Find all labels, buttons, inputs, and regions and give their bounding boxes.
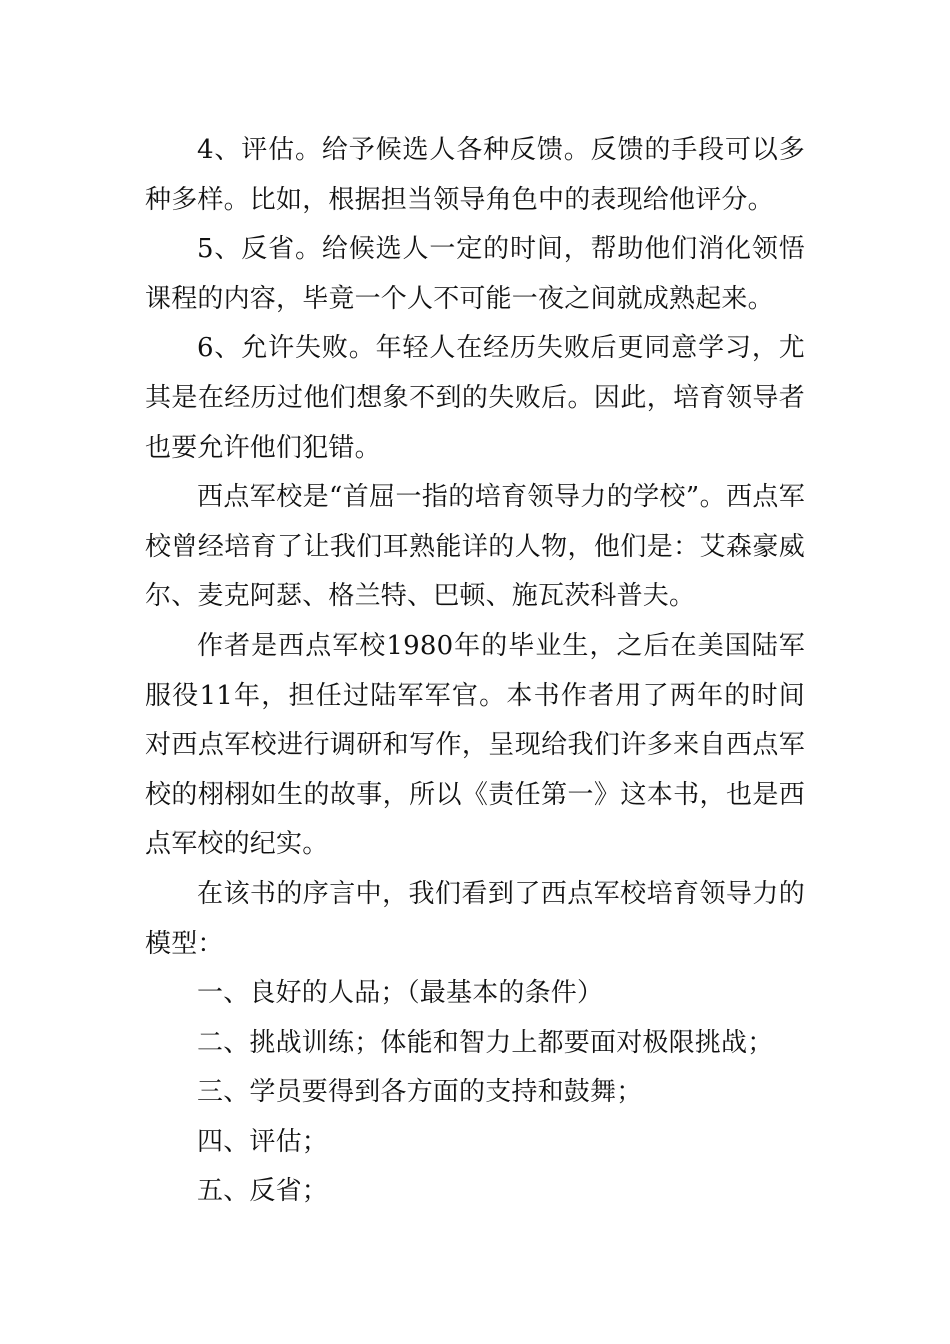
list-item-support: 三、学员要得到各方面的支持和鼓舞； [197,1077,643,1108]
list-item-challenge: 二、挑战训练；体能和智力上都要面对极限挑战； [197,1027,774,1058]
paragraph-allow-failure: 6、允许失败。年轻人在经历失败后更同意学习，尤其是在经历过他们想象不到的失败后。因此，培育领导者也要允许他们犯错。 [145,333,805,463]
document-body [145,126,805,1217]
list-item-character: 一、良好的人品；（最基本的条件） [197,978,604,1009]
paragraph-west-point-intro: 西点军校是“首屈一指的培育领导力的学校”。西点军校曾经培育了让我们耳熟能详的人物，他们是：艾森豪威尔、麦克阿瑟、格兰特、巴顿、施瓦茨科普夫。 [145,482,805,612]
list-item-reflection: 五、反省； [197,1176,329,1207]
paragraph-author: 作者是西点军校1980年的毕业生，之后在美国陆军服役11年，担任过陆军军官。本书作者用了两年的时间对西点军校进行调研和写作，呈现给我们许多来自西点军校的栩栩如生的故事，所以《责任第一》这本书，也是西点军校的纪实。 [145,630,805,860]
list-item-evaluation: 四、评估； [197,1126,329,1157]
paragraph-evaluation: 4、评估。给予候选人各种反馈。反馈的手段可以多种多样。比如，根据担当领导角色中的表现给他评分。 [145,135,805,215]
paragraph-reflection: 5、反省。给候选人一定的时间，帮助他们消化领悟课程的内容，毕竟一个人不可能一夜之间就成熟起来。 [145,234,805,314]
paragraph-preface: 在该书的序言中，我们看到了西点军校培育领导力的模型： [145,878,805,959]
